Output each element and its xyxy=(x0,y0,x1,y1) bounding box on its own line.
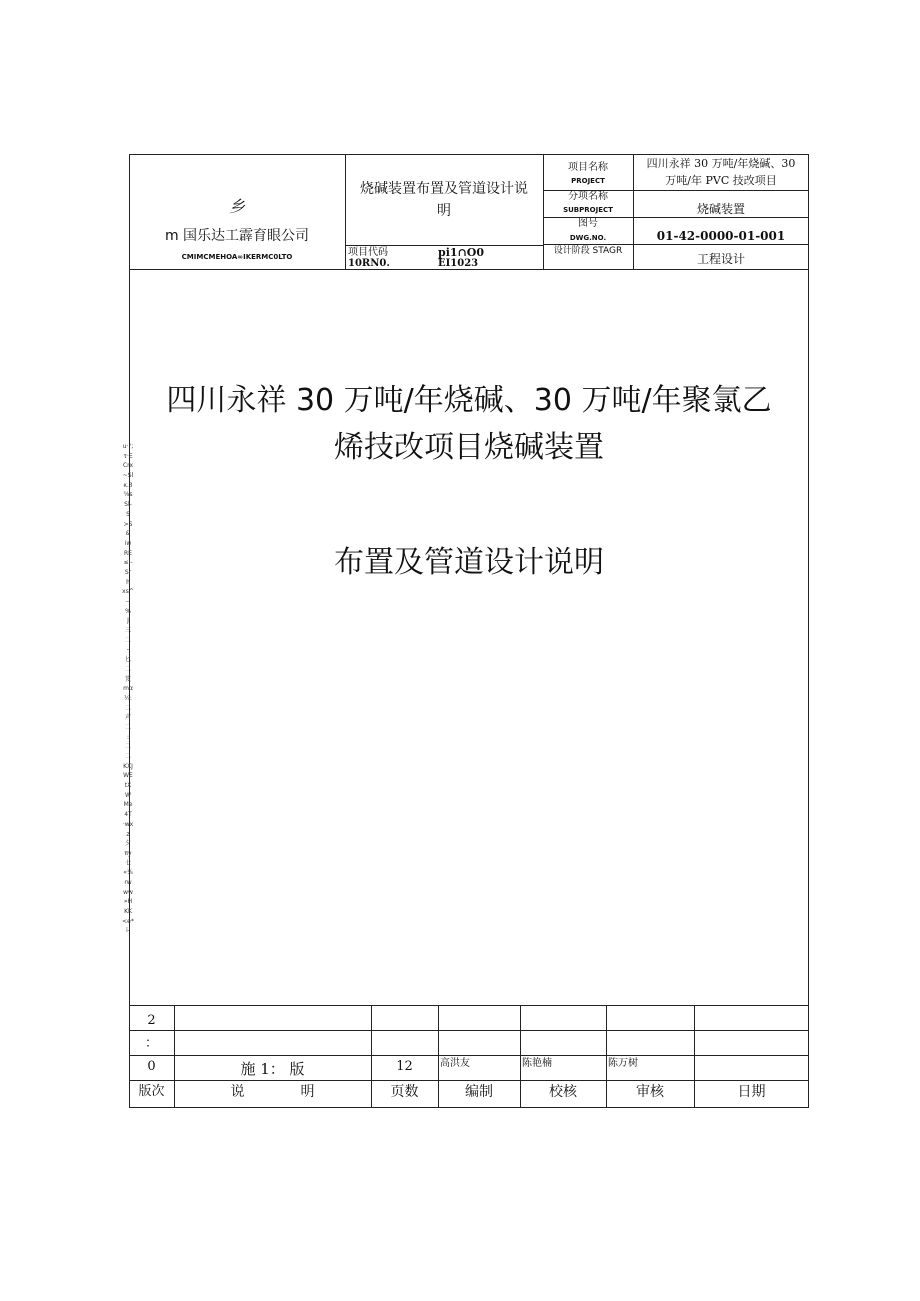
side-text-fragment: 二 xyxy=(124,753,131,760)
rev-line-2 xyxy=(129,1055,809,1056)
side-text-fragment: τ·E xyxy=(123,452,133,460)
rev-header-date: 日期 xyxy=(737,1084,766,1100)
side-text-fragment: ⅝s xyxy=(123,491,133,499)
side-text-fragment: »H xyxy=(123,898,133,906)
drawing-no-value: 01-42-0000-01-001 xyxy=(656,229,786,243)
rev-version-2: ： xyxy=(144,1036,158,1051)
rev-header-reviewed: 审核 xyxy=(636,1084,664,1100)
project-code-label-en: 10RN0. xyxy=(348,258,390,269)
side-text-fragment: WE xyxy=(123,772,133,780)
rev-reviewed-3: 陈万树 xyxy=(608,1058,638,1069)
rev-header-checked: 校核 xyxy=(549,1084,577,1100)
project-name-label-en: PROJECT xyxy=(571,177,605,185)
side-text-fragment: 4T xyxy=(124,811,132,819)
side-text-fragment: ·wx xyxy=(122,820,134,828)
side-text-fragment: <e* xyxy=(122,917,134,925)
side-text-fragment: Sr xyxy=(124,568,132,576)
side-text-fragment: ¼: xyxy=(124,694,132,702)
rev-header-prepared: 编制 xyxy=(465,1084,493,1100)
project-code-label: 项目代码 xyxy=(348,247,388,258)
document-frame xyxy=(129,154,809,1108)
side-text-fragment: 笈 xyxy=(124,675,131,683)
side-text-fragment: 三 xyxy=(124,627,131,635)
rev-pages-3: 12 xyxy=(396,1059,413,1074)
side-text-fragment: πy xyxy=(124,849,132,857)
rev-line-1 xyxy=(129,1030,809,1031)
side-text-fragment: 二 xyxy=(124,665,131,673)
company-logo: 乡 xyxy=(228,197,245,216)
side-text-fragment: 二 xyxy=(124,723,131,731)
rev-line-3 xyxy=(129,1080,809,1081)
drawing-no-label-en: DWG.NO. xyxy=(569,234,607,242)
main-subtitle: 布置及管道设计说明 xyxy=(334,545,604,580)
rev-version-1: 2 xyxy=(147,1013,156,1028)
rev-header-version: 版次 xyxy=(138,1084,165,1099)
rev-prepared-3: 高洪友 xyxy=(440,1058,470,1069)
main-title: 四川永祥 30 万吨/年烧碱、30 万吨/年聚氯乙 xyxy=(166,383,772,418)
side-text-fragment: W xyxy=(125,791,131,799)
drawing-no-label: 图号 xyxy=(578,218,598,229)
side-text-fragment: 二 xyxy=(124,636,131,644)
side-text-fragment: xs^ xyxy=(122,588,134,596)
side-text-fragment: ww xyxy=(123,888,133,896)
subproject-label: 分项名称 xyxy=(568,191,608,202)
side-text-fragment: Me xyxy=(123,801,133,809)
side-text-fragment: u·"; xyxy=(122,443,134,450)
side-text-fragment: rw xyxy=(124,878,132,886)
rev-line-top xyxy=(129,1005,809,1006)
side-text-fragment: : xyxy=(126,733,130,741)
side-text-fragment: % xyxy=(125,607,131,615)
side-text-fragment: κ.3 xyxy=(123,481,133,489)
side-text-fragment: KK xyxy=(124,908,132,915)
side-margin-text xyxy=(115,442,141,936)
doc-title-cont: 明 xyxy=(437,203,451,219)
main-title-cont: 烯技改项目烧碱装置 xyxy=(334,430,604,465)
side-text-fragment: 夕 xyxy=(124,840,131,848)
project-name-value: 四川永祥 30 万吨/年烧碱、30 xyxy=(646,157,796,170)
side-text-fragment: S xyxy=(126,510,130,518)
rev-header-description: 说 明 xyxy=(230,1084,315,1100)
side-text-fragment: KXJ xyxy=(123,762,133,770)
subproject-label-en: SUBPROJECT xyxy=(563,206,613,214)
side-text-fragment: -- xyxy=(125,598,131,605)
doc-title: 烧碱装置布置及管道设计说 xyxy=(360,181,528,197)
project-code-value: pi1∩O0 xyxy=(438,246,484,259)
side-text-fragment: «⅛ xyxy=(123,869,133,877)
project-code-value-2: EI1023 xyxy=(438,258,479,269)
header-row-line-3 xyxy=(543,244,809,245)
rev-description-3: 施 1： 版 xyxy=(240,1060,305,1078)
side-text-fragment: RE xyxy=(124,549,132,557)
side-text-fragment: 声 xyxy=(124,714,131,722)
side-text-fragment: tX xyxy=(124,782,132,790)
project-name-value-2: 万吨/年 PVC 技改项目 xyxy=(665,174,777,187)
rev-version-3: 0 xyxy=(147,1059,156,1074)
side-text-fragment: - xyxy=(126,646,130,654)
side-text-fragment: i- xyxy=(126,927,130,935)
side-text-fragment: Sl- xyxy=(124,501,132,509)
side-text-fragment: 二 xyxy=(124,704,131,712)
rev-header-pages: 页数 xyxy=(390,1084,419,1100)
header-bottom-line xyxy=(129,269,809,270)
company-name-en: CMIMCMEHOA∞IKERMC0LTO xyxy=(181,253,293,261)
side-text-fragment: z xyxy=(126,830,130,838)
design-stage-label: 设计阶段 STAGR xyxy=(553,246,623,256)
side-text-fragment: h xyxy=(126,578,130,586)
side-text-fragment: 匕 xyxy=(124,656,131,664)
side-text-fragment: 二 xyxy=(124,743,131,751)
side-text-fragment: mα xyxy=(123,685,133,693)
side-text-fragment: Crx xyxy=(122,462,134,470)
company-name: m 国乐达工霹育眼公司 xyxy=(164,228,310,244)
project-name-label: 项目名称 xyxy=(568,162,608,173)
side-text-fragment: 七 xyxy=(124,859,131,867)
design-stage-value: 工程设计 xyxy=(696,252,745,266)
side-text-fragment: & xyxy=(125,530,131,538)
side-text-fragment: >S xyxy=(123,520,133,528)
side-text-fragment: J xyxy=(127,617,129,625)
side-text-fragment: iw xyxy=(124,539,132,547)
side-text-fragment: ≤I- xyxy=(123,559,133,567)
side-text-fragment: ~Sl xyxy=(122,472,134,480)
subproject-value: 烧碱装置 xyxy=(696,202,745,216)
rev-checked-3: 陈艳楠 xyxy=(522,1058,552,1069)
